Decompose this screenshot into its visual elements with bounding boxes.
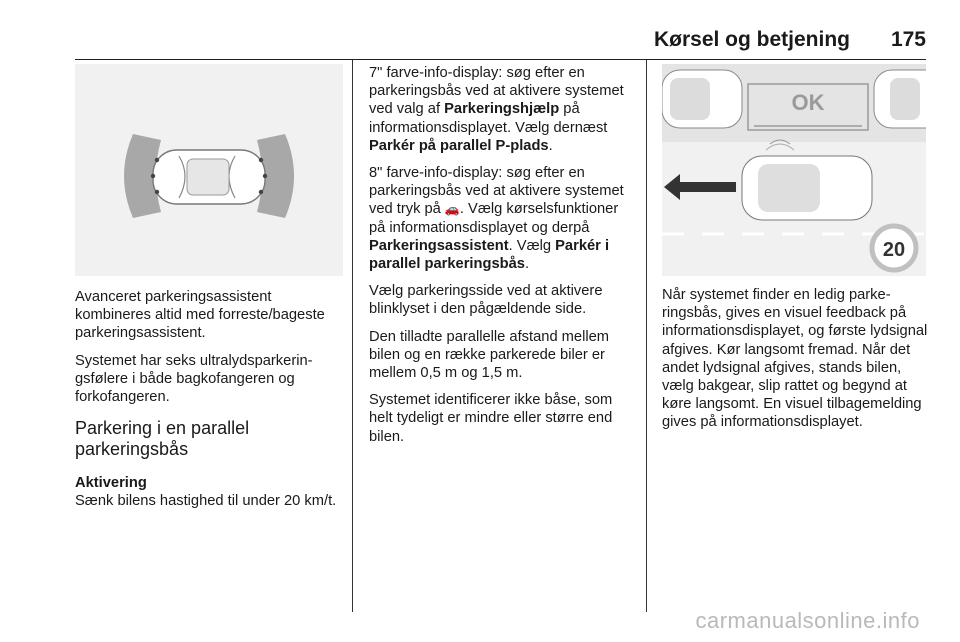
section-heading: Parkering i en parallel parkeringsbås bbox=[75, 418, 250, 460]
paragraph-intro: Avanceret parkeringsassistent kombineres altid med forreste/bageste parkeringsassistent. bbox=[75, 289, 325, 342]
subheading-activation: Aktivering bbox=[75, 475, 147, 492]
paragraph-sensors: Systemet har seks ultralydsparkeringsfølere i både bagkofangeren og forkofangeren. bbox=[75, 352, 313, 406]
page-title: Kørsel og betjening bbox=[653, 28, 850, 51]
parallel-parking-figure bbox=[662, 64, 926, 276]
menu-item-parallel-p-plads: Parkér på parallel P-plads bbox=[369, 137, 549, 154]
paragraph-speed: Sænk bilens hastighed til under 20 km/t. bbox=[75, 493, 337, 510]
parallel-parking-illustration bbox=[662, 64, 926, 276]
column-right bbox=[662, 60, 928, 441]
parking-sensors-illustration bbox=[75, 64, 343, 276]
paragraph-8inch-display: 8" farve-info-display: søg efter en parkeringsbås ved at aktivere systemet ved tryk på 🚗. Vælg kørselsfunktioner på informationsdisplayet og derpå Parkeringsassistent. Vælg Parkér i parallel parkeringsbås. bbox=[369, 165, 624, 273]
ok-indicator-label: OK bbox=[791, 90, 825, 115]
paragraph-feedback: Når systemet finder en ledig parkeringsbås, gives en visuel feedback på informationsdisplayet, og første lydsignal afgives. Kør langsomt fremad. Når det andet lydsignal afgives, stands bilen, vælg bakgear, slip rattet og begynd at køre langsomt. En visuel tilbagemelding gives på informationsdisplayet. bbox=[662, 287, 928, 431]
menu-item-parallel-parkeringsbaas: Parkér i parallel parkeringsbås bbox=[369, 237, 610, 273]
paragraph-distance: Den tilladte parallelle afstand mellem bilen og en række parkerede biler er mellem 0,5 m og 1,5 m. bbox=[369, 328, 610, 382]
menu-item-parkeringsassistent: Parkeringsassistent bbox=[369, 237, 509, 254]
paragraph-7inch-display: 7" farve-info-display: søg efter en parkeringsbås ved at aktivere systemet ved valg af Parkeringshjælp på informationsdisplayet. Vælg dernæst Parkér på parallel P-plads. bbox=[369, 65, 624, 154]
paragraph-identification: Systemet identificerer ikke båse, som helt tydeligt er mindre eller større end bilen. bbox=[369, 392, 613, 445]
speed-limit-label: 20 bbox=[882, 239, 906, 261]
column-divider-left bbox=[352, 60, 353, 612]
watermark: carmanualsonline.info bbox=[695, 608, 920, 633]
column-left bbox=[75, 60, 343, 520]
parking-sensors-figure bbox=[75, 64, 343, 276]
column-divider-right bbox=[646, 60, 647, 612]
column-middle bbox=[369, 64, 637, 455]
page-number: 175 bbox=[890, 28, 926, 51]
page-header bbox=[0, 20, 960, 60]
car-icon: 🚗 bbox=[444, 202, 460, 217]
menu-item-parkeringshjaelp: Parkeringshjælp bbox=[444, 101, 560, 118]
paragraph-indicator: Vælg parkeringsside ved at aktivere blinklyset i den pågældende side. bbox=[369, 283, 603, 318]
